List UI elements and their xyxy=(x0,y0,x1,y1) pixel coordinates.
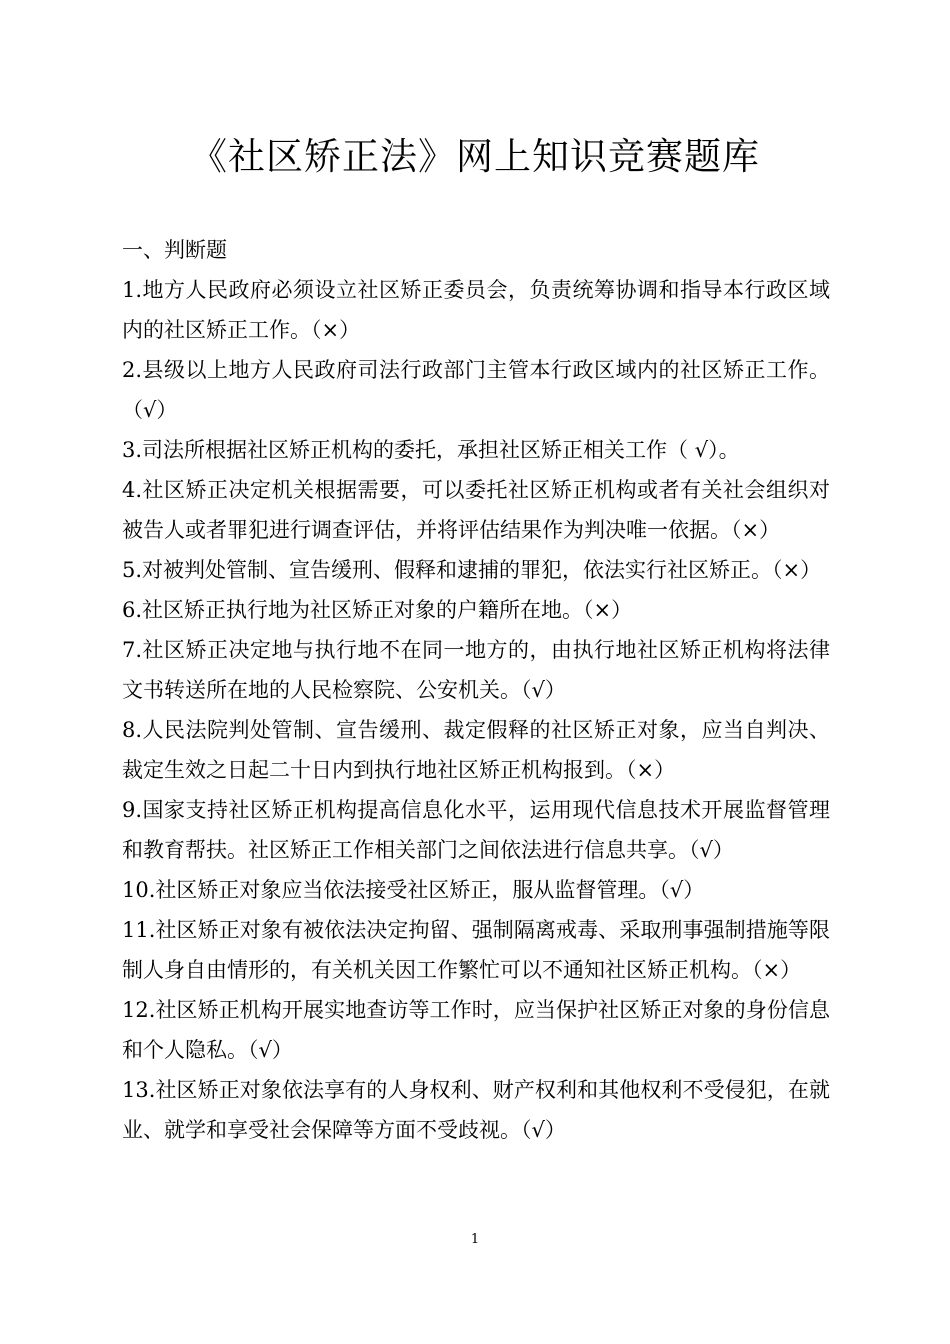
question-item: 1.地方人民政府必须设立社区矫正委员会，负责统筹协调和指导本行政区域内的社区矫正工作。（×） xyxy=(122,278,830,342)
question-item: 2.县级以上地方人民政府司法行政部门主管本行政区域内的社区矫正工作。（√） xyxy=(122,358,830,422)
question-list xyxy=(122,270,830,1150)
question-item: 5.对被判处管制、宣告缓刑、假释和逮捕的罪犯，依法实行社区矫正。（×） xyxy=(122,558,822,582)
question-item: 10.社区矫正对象应当依法接受社区矫正，服从监督管理。（√） xyxy=(122,878,705,902)
section-heading: 一、判断题 xyxy=(122,238,227,262)
question-item: 13.社区矫正对象依法享有的人身权利、财产权利和其他权利不受侵犯，在就业、就学和享受社会保障等方面不受歧视。（√） xyxy=(122,1078,830,1142)
question-item: 3.司法所根据社区矫正机构的委托，承担社区矫正相关工作（ √）。 xyxy=(122,438,740,462)
question-item: 8.人民法院判处管制、宣告缓刑、裁定假释的社区矫正对象，应当自判决、裁定生效之日起二十日内到执行地社区矫正机构报到。（×） xyxy=(122,718,830,782)
question-item: 6.社区矫正执行地为社区矫正对象的户籍所在地。（×） xyxy=(122,598,633,622)
document-body xyxy=(122,230,830,1150)
page-number: 1 xyxy=(470,1232,480,1247)
question-item: 9.国家支持社区矫正机构提高信息化水平，运用现代信息技术开展监督管理和教育帮扶。社区矫正工作相关部门之间依法进行信息共享。（√） xyxy=(122,798,830,862)
question-item: 7.社区矫正决定地与执行地不在同一地方的，由执行地社区矫正机构将法律文书转送所在地的人民检察院、公安机关。（√） xyxy=(122,638,830,702)
document-title: 《社区矫正法》网上知识竞赛题库 xyxy=(190,135,760,178)
question-item: 12.社区矫正机构开展实地查访等工作时，应当保护社区矫正对象的身份信息和个人隐私。（√） xyxy=(122,998,830,1062)
question-item: 4.社区矫正决定机关根据需要，可以委托社区矫正机构或者有关社会组织对被告人或者罪犯进行调查评估，并将评估结果作为判决唯一依据。（×） xyxy=(122,478,830,542)
question-item: 11.社区矫正对象有被依法决定拘留、强制隔离戒毒、采取刑事强制措施等限制人身自由情形的，有关机关因工作繁忙可以不通知社区矫正机构。（×） xyxy=(122,918,830,982)
